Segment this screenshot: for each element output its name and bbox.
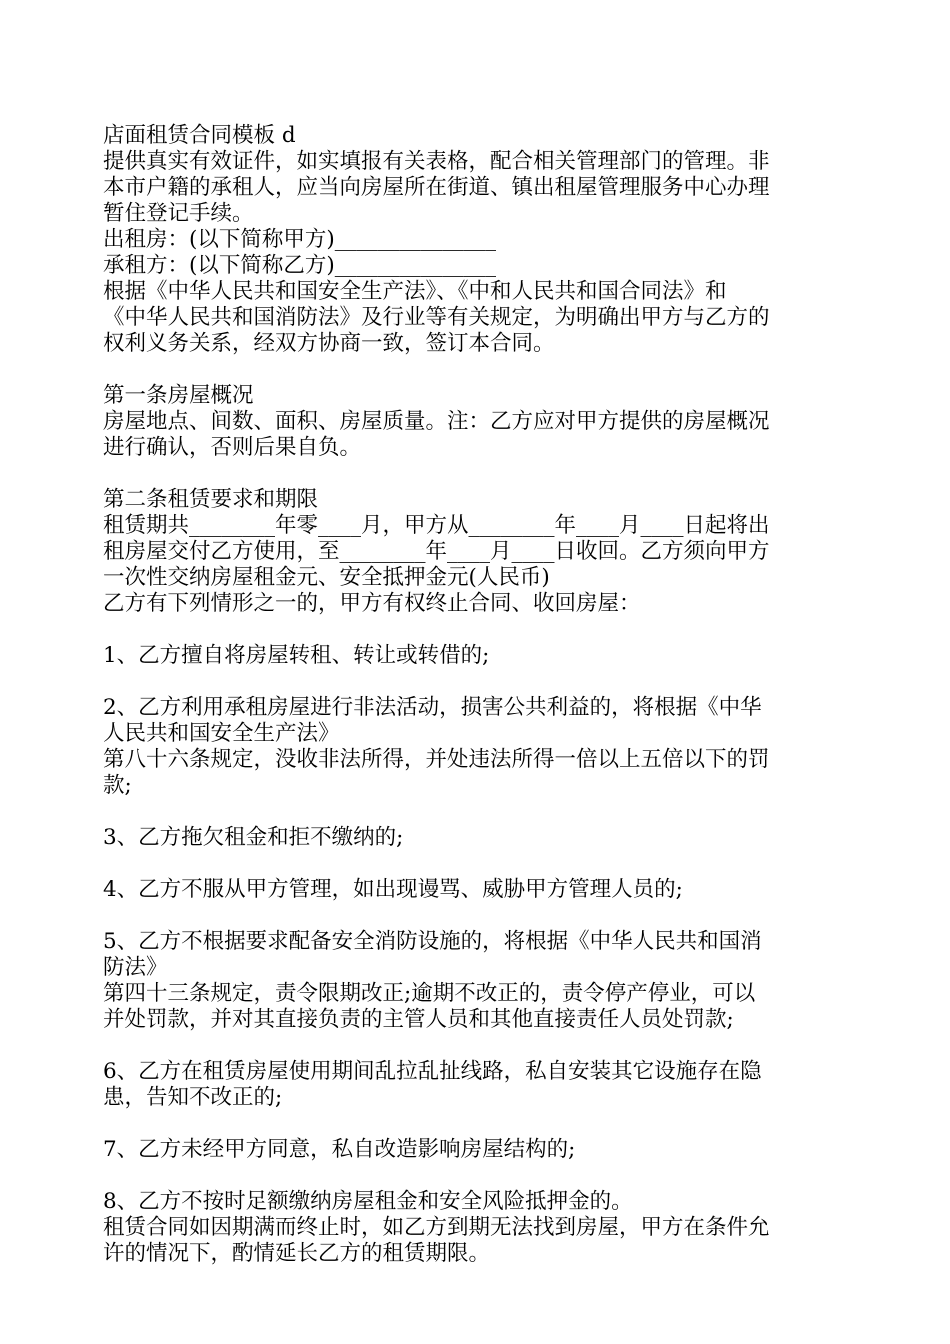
blank-line xyxy=(103,617,863,643)
list-item: 6、乙方在租赁房屋使用期间乱拉乱扯线路，私自安装其它设施存在隐 xyxy=(103,1059,762,1084)
text-line: 租赁期共________年零____月，甲方从________年____月____日起将出 xyxy=(103,513,770,538)
text-line: 第八十六条规定，没收非法所得，并处违法所得一倍以上五倍以下的罚 xyxy=(103,747,770,772)
list-item: 7、乙方未经甲方同意，私自改造影响房屋结构的; xyxy=(103,1137,576,1162)
text-line: 权利义务关系，经双方协商一致，签订本合同。 xyxy=(103,331,555,356)
section-heading: 第二条租赁要求和期限 xyxy=(103,487,319,512)
text-line: 进行确认，否则后果自负。 xyxy=(103,435,362,460)
document-body xyxy=(103,123,863,1267)
text-line: 款; xyxy=(103,773,132,798)
blank-line xyxy=(103,799,863,825)
blank-line xyxy=(103,461,863,487)
lessor-field-line: 出租房：(以下简称甲方)_______________ xyxy=(103,227,497,252)
text-line: 第四十三条规定，责令限期改正;逾期不改正的，责令停产停业，可以 xyxy=(103,981,756,1006)
blank-line xyxy=(103,851,863,877)
text-line: 本市户籍的承租人，应当向房屋所在街道、镇出租屋管理服务中心办理 xyxy=(103,175,770,200)
text-line: 防法》 xyxy=(103,955,168,980)
text-line: 租赁合同如因期满而终止时，如乙方到期无法找到房屋，甲方在条件允 xyxy=(103,1215,770,1240)
text-line: 根据《中华人民共和国安全生产法》、《中和人民共和国合同法》和 xyxy=(103,279,727,304)
blank-line xyxy=(103,669,863,695)
list-item: 8、乙方不按时足额缴纳房屋租金和安全风险抵押金的。 xyxy=(103,1189,633,1214)
blank-line xyxy=(103,1163,863,1189)
list-item: 3、乙方拖欠租金和拒不缴纳的; xyxy=(103,825,404,850)
text-line: 许的情况下，酌情延长乙方的租赁期限。 xyxy=(103,1241,491,1266)
lessee-field-line: 承租方：(以下简称乙方)_______________ xyxy=(103,253,497,278)
text-line: 提供真实有效证件，如实填报有关表格，配合相关管理部门的管理。非 xyxy=(103,149,770,174)
section-heading: 第一条房屋概况 xyxy=(103,383,254,408)
text-line: 暂住登记手续。 xyxy=(103,201,254,226)
text-line: 《中华人民共和国消防法》及行业等有关规定，为明确出甲方与乙方的 xyxy=(103,305,770,330)
text-line: 一次性交纳房屋租金元、安全抵押金元(人民币) xyxy=(103,565,550,590)
text-line: 患，告知不改正的; xyxy=(103,1085,283,1110)
text-line: 人民共和国安全生产法》 xyxy=(103,721,340,746)
text-line: 乙方有下列情形之一的，甲方有权终止合同、收回房屋： xyxy=(103,591,641,616)
list-item: 5、乙方不根据要求配备安全消防设施的，将根据《中华人民共和国消 xyxy=(103,929,762,954)
document-title: 店面租赁合同模板 d xyxy=(103,123,296,148)
list-item: 4、乙方不服从甲方管理，如出现谩骂、威胁甲方管理人员的; xyxy=(103,877,683,902)
blank-line xyxy=(103,1033,863,1059)
list-item: 1、乙方擅自将房屋转租、转让或转借的; xyxy=(103,643,490,668)
list-item: 2、乙方利用承租房屋进行非法活动，损害公共利益的，将根据《中华 xyxy=(103,695,762,720)
blank-line xyxy=(103,357,863,383)
text-line: 租房屋交付乙方使用，至________年____月____日收回。乙方须向甲方 xyxy=(103,539,770,564)
text-line: 并处罚款，并对其直接负责的主管人员和其他直接责任人员处罚款; xyxy=(103,1007,734,1032)
text-line: 房屋地点、间数、面积、房屋质量。注：乙方应对甲方提供的房屋概况 xyxy=(103,409,770,434)
blank-line xyxy=(103,903,863,929)
blank-line xyxy=(103,1111,863,1137)
